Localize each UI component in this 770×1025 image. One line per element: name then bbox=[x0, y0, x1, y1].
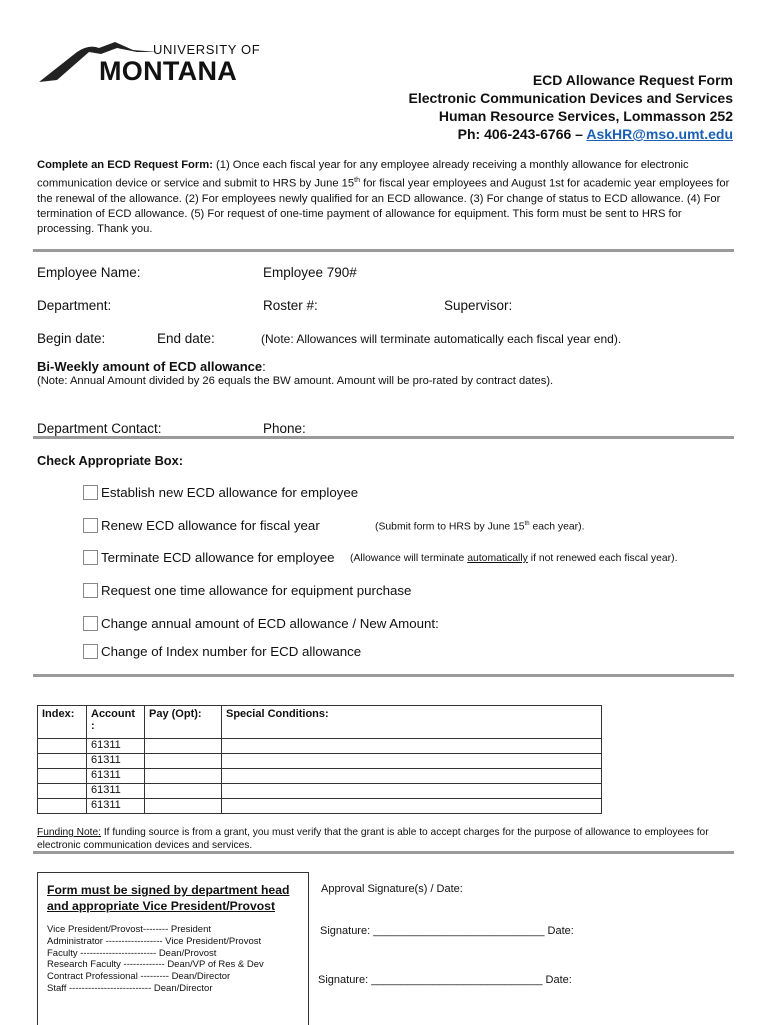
checkbox-change-index-label: Change of Index number for ECD allowance bbox=[101, 644, 362, 659]
account-cell: 61311 bbox=[87, 784, 145, 799]
renew-note-a: (Submit form to HRS by June 15 bbox=[375, 521, 525, 533]
phone-line bbox=[409, 125, 733, 143]
supervisor-label: Supervisor: bbox=[444, 298, 513, 313]
conditions-cell[interactable] bbox=[222, 754, 602, 769]
checkbox-establish[interactable] bbox=[83, 485, 98, 500]
checkbox-renew[interactable] bbox=[83, 518, 98, 533]
check-heading: Check Appropriate Box: bbox=[37, 453, 184, 468]
form-title: ECD Allowance Request Form bbox=[532, 72, 733, 88]
dept-contact-label: Department Contact: bbox=[37, 421, 162, 436]
logo-line-1: UNIVERSITY OF bbox=[153, 42, 261, 57]
index-header: Index: bbox=[38, 706, 87, 739]
intro-text-1: (1) Once each fiscal year for any employee already receiving a monthly allowance for electronic communication device or service and submit to HRS by June 15 bbox=[37, 159, 689, 190]
role-line: Research Faculty ------------- Dean/VP of Res & Dev bbox=[47, 959, 264, 971]
email-link[interactable]: AskHR@mso.umt.edu bbox=[586, 126, 733, 142]
table-row bbox=[38, 769, 602, 784]
checkbox-renew-label: Renew ECD allowance for fiscal year bbox=[101, 518, 320, 533]
office-line: Human Resource Services, Lommasson 252 bbox=[438, 108, 733, 124]
pay-cell[interactable] bbox=[145, 739, 222, 754]
terminate-note bbox=[350, 553, 677, 564]
role-line: Contract Professional --------- Dean/Director bbox=[47, 971, 231, 983]
biweekly-label: Bi-Weekly amount of ECD allowance bbox=[37, 359, 263, 374]
form-subtitle: Electronic Communication Devices and Services bbox=[408, 90, 733, 106]
pay-header: Pay (Opt): bbox=[145, 706, 222, 739]
employee-name-label: Employee Name: bbox=[37, 265, 141, 280]
checkbox-change-amount[interactable] bbox=[83, 616, 98, 631]
table-row bbox=[38, 739, 602, 754]
divider bbox=[33, 674, 734, 677]
checkbox-change-index[interactable] bbox=[83, 644, 98, 659]
divider bbox=[33, 249, 734, 252]
employee-790-label: Employee 790# bbox=[263, 265, 357, 280]
end-date-label: End date: bbox=[157, 331, 215, 346]
funding-label: Funding Note: bbox=[37, 827, 101, 838]
checkbox-terminate[interactable] bbox=[83, 550, 98, 565]
index-cell[interactable] bbox=[38, 739, 87, 754]
account-cell: 61311 bbox=[87, 754, 145, 769]
checkbox-one-time[interactable] bbox=[83, 583, 98, 598]
checkbox-change-amount-label: Change annual amount of ECD allowance / New Amount: bbox=[101, 616, 439, 631]
role-line: Faculty ------------------------ Dean/Provost bbox=[47, 947, 217, 959]
role-line: Administrator ------------------ Vice President/Provost bbox=[47, 935, 262, 947]
divider bbox=[33, 436, 734, 439]
renew-note-b: each year). bbox=[529, 521, 585, 533]
date-note: (Note: Allowances will terminate automatically each fiscal year end). bbox=[261, 332, 622, 346]
signature-line-2[interactable]: Signature: ____________________________ Date: bbox=[318, 974, 572, 986]
account-header: Account : bbox=[87, 706, 145, 739]
renew-note-sup: th bbox=[524, 521, 530, 527]
index-cell[interactable] bbox=[38, 799, 87, 814]
intro-text-2: for fiscal year employees and August 1st for academic year employees for the renewal of the allowance. (2) For employees newly qualified for an ECD allowance. (3) For change of status to ECD allowance. (4) For termination of ECD allowance. (5) For request of one-time payment of allowance for equipment. This form must be sent to HRS for processing. Thank you. bbox=[37, 177, 730, 235]
begin-date-label: Begin date: bbox=[37, 331, 106, 346]
funding-note bbox=[37, 826, 737, 852]
logo-line-2: MONTANA bbox=[99, 56, 238, 86]
pay-cell[interactable] bbox=[145, 769, 222, 784]
biweekly-colon: : bbox=[262, 359, 266, 374]
intro-sup: th bbox=[354, 177, 360, 184]
biweekly-heading bbox=[37, 359, 266, 374]
pay-cell[interactable] bbox=[145, 799, 222, 814]
conditions-cell[interactable] bbox=[222, 739, 602, 754]
phone-label: Phone: bbox=[263, 421, 306, 436]
conditions-cell[interactable] bbox=[222, 799, 602, 814]
table-header-row bbox=[38, 706, 602, 739]
account-cell: 61311 bbox=[87, 799, 145, 814]
university-logo bbox=[37, 38, 274, 86]
table-row bbox=[38, 784, 602, 799]
conditions-header: Special Conditions: bbox=[222, 706, 602, 739]
index-cell[interactable] bbox=[38, 754, 87, 769]
terminate-note-b: if not renewed each fiscal year). bbox=[527, 553, 678, 564]
table-row bbox=[38, 799, 602, 814]
conditions-cell[interactable] bbox=[222, 769, 602, 784]
phone-text: Ph: 406-243-6766 – bbox=[457, 126, 587, 142]
pay-cell[interactable] bbox=[145, 784, 222, 799]
funding-text: If funding source is from a grant, you must verify that the grant is able to accept charges for the purpose of allowance to employees for electronic communication devices and services. bbox=[37, 827, 709, 851]
renew-note bbox=[375, 521, 584, 532]
department-label: Department: bbox=[37, 298, 112, 313]
role-line: Staff -------------------------- Dean/Director bbox=[47, 982, 213, 994]
signature-requirements-box bbox=[37, 872, 309, 1025]
intro-bold: Complete an ECD Request Form: bbox=[37, 159, 213, 171]
biweekly-note: (Note: Annual Amount divided by 26 equals the BW amount. Amount will be pro-rated by contract dates). bbox=[37, 375, 554, 387]
terminate-note-u: automatically bbox=[467, 553, 528, 564]
intro-paragraph bbox=[37, 158, 733, 237]
roles-list bbox=[47, 924, 264, 995]
signature-line-1[interactable]: Signature: ____________________________ Date: bbox=[320, 925, 574, 937]
conditions-cell[interactable] bbox=[222, 784, 602, 799]
divider bbox=[33, 851, 734, 854]
terminate-note-a: (Allowance will terminate bbox=[350, 553, 468, 564]
sign-box-title: Form must be signed by department head and appropriate Vice President/Provost bbox=[47, 883, 290, 913]
approval-heading: Approval Signature(s) / Date: bbox=[321, 883, 463, 895]
table-row bbox=[38, 754, 602, 769]
account-cell: 61311 bbox=[87, 739, 145, 754]
checkbox-one-time-label: Request one time allowance for equipment purchase bbox=[101, 583, 412, 598]
index-cell[interactable] bbox=[38, 769, 87, 784]
account-cell: 61311 bbox=[87, 769, 145, 784]
form-header bbox=[409, 71, 733, 143]
role-line: Vice President/Provost-------- President bbox=[47, 924, 212, 935]
pay-cell[interactable] bbox=[145, 754, 222, 769]
index-cell[interactable] bbox=[38, 784, 87, 799]
checkbox-establish-label: Establish new ECD allowance for employee bbox=[101, 485, 359, 500]
index-table bbox=[37, 705, 602, 814]
roster-label: Roster #: bbox=[263, 298, 318, 313]
checkbox-terminate-label: Terminate ECD allowance for employee bbox=[101, 550, 335, 565]
